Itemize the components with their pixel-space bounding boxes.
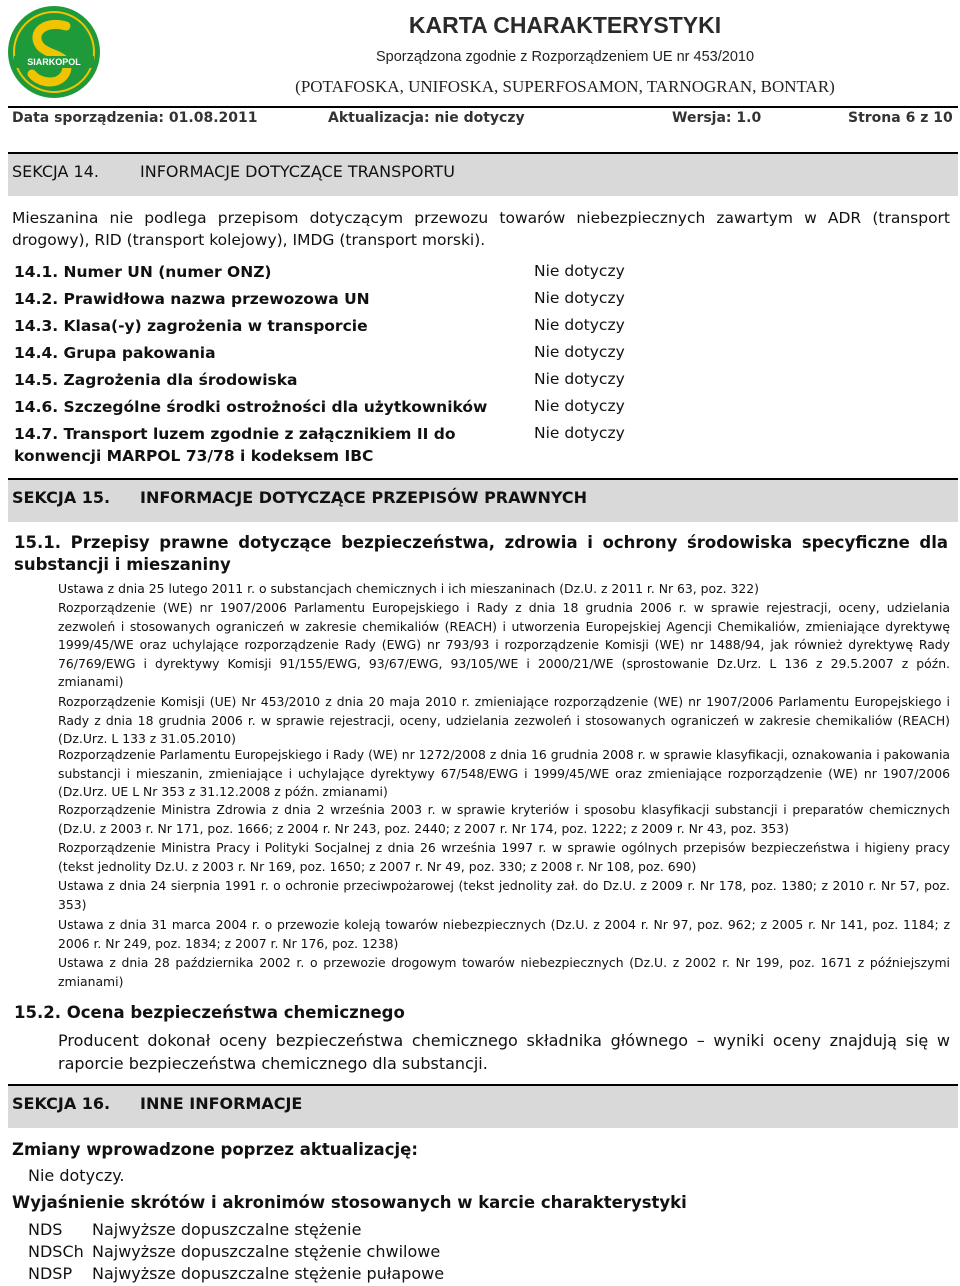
law-item: Ustawa z dnia 28 października 2002 r. o przewozie drogowym towarów niebezpiecznych (Dz.U. z 2002 r. Nr 199, poz. 1671 z późniejszymi zmianami): [58, 955, 950, 989]
transport-item-value: Nie dotyczy: [534, 343, 625, 361]
law-item: Rozporządzenie Komisji (UE) Nr 453/2010 z dnia 20 maja 2010 r. zmieniające rozporządzenie (WE) nr 1907/2006 Parlamentu Europejskiego i Rady z dnia 18 grudnia 2006 r. w sprawie rejestracji, oceny, udzielania zezwoleń i stosowanych ograniczeń w zakresie chemikaliów (REACH) (Dz.Urz. L 133 z 31.05.2010): [58, 694, 950, 746]
abbreviation-description: Najwyższe dopuszczalne stężenie chwilowe: [92, 1242, 441, 1261]
changes-text: Nie dotyczy.: [28, 1166, 125, 1185]
header-rule: [8, 106, 958, 108]
transport-item-label: 14.2. Prawidłowa nazwa przewozowa UN: [14, 290, 370, 308]
section-15-number: SEKCJA 15.: [12, 488, 111, 507]
abbreviations-heading: Wyjaśnienie skrótów i akronimów stosowanych w karcie charakterystyki: [12, 1193, 687, 1212]
section-14-header: [8, 152, 958, 196]
subsection-15-2-title: 15.2. Ocena bezpieczeństwa chemicznego: [14, 1003, 405, 1022]
transport-item-value: Nie dotyczy: [534, 262, 625, 280]
chemical-safety-assessment-text: Producent dokonał oceny bezpieczeństwa chemicznego składnika głównego – wyniki oceny znajdują się w raporcie bezpieczeństwa chemicznego dla substancji.: [58, 1031, 950, 1073]
creation-date: Data sporządzenia: 01.08.2011: [12, 110, 258, 126]
transport-item-value: Nie dotyczy: [534, 370, 625, 388]
law-item: Rozporządzenie (WE) nr 1907/2006 Parlamentu Europejskiego i Rady z dnia 18 grudnia 2006 r. w sprawie rejestracji, oceny, udzielania zezwoleń i stosowanych ograniczeń w zakresie chemikaliów (REACH) i utworzenia Europejskiej Agencji Chemikaliów, zmieniające dyrektywę 1999/45/WE oraz uchylające rozporządzenie Rady (EWG) nr 793/93 i rozporządzenie Komisji (WE) nr 1488/94, jak również dyrektywę Rady 76/769/EWG i dyrektywy Komisji 91/155/EWG, 93/67/EWG, 93/105/WE i 2000/21/WE (sprostowanie Dz.Urz. L 136 z 29.5.2007 z późn. zmianami): [58, 600, 950, 689]
law-item: Ustawa z dnia 25 lutego 2011 r. o substancjach chemicznych i ich mieszaninach (Dz.U. z 2011 r. Nr 63, poz. 322): [58, 581, 759, 596]
law-item: Ustawa z dnia 31 marca 2004 r. o przewozie koleją towarów niebezpiecznych (Dz.U. z 2004 r. Nr 97, poz. 962; z 2005 r. Nr 141, poz. 1184; z 2006 r. Nr 249, poz. 1834; z 2007 r. Nr 176, poz. 1238): [58, 917, 950, 951]
law-item: Ustawa z dnia 24 sierpnia 1991 r. o ochronie przeciwpożarowej (tekst jednolity zał. do Dz.U. z 2009 r. Nr 178, poz. 1380; z 2010 r. Nr 57, poz. 353): [58, 878, 950, 912]
transport-item-value: Nie dotyczy: [534, 289, 625, 307]
subsection-15-1-title: 15.1. Przepisy prawne dotyczące bezpieczeństwa, zdrowia i ochrony środowiska specyficzne dla substancji i mieszaniny: [14, 533, 948, 574]
abbreviation-description: Najwyższe dopuszczalne stężenie pułapowe: [92, 1264, 445, 1283]
transport-item-label: 14.4. Grupa pakowania: [14, 344, 216, 362]
abbreviation-code: NDS: [28, 1220, 63, 1239]
product-list: (POTAFOSKA, UNIFOSKA, SUPERFOSAMON, TARNOGRAN, BONTAR): [295, 77, 835, 96]
update-info: Aktualizacja: nie dotyczy: [328, 110, 525, 126]
transport-item-value: Nie dotyczy: [534, 316, 625, 334]
section-16-title: INNE INFORMACJE: [140, 1094, 303, 1113]
changes-heading: Zmiany wprowadzone poprzez aktualizację:: [12, 1140, 418, 1159]
law-item: Rozporządzenie Ministra Zdrowia z dnia 2 września 2003 r. w sprawie kryteriów i sposobu klasyfikacji substancji i preparatów chemicznych (Dz.U. z 2003 r. Nr 171, poz. 1666; z 2004 r. Nr 243, poz. 2440; z 2007 r. Nr 174, poz. 1222; z 2009 r. Nr 43, poz. 353): [58, 802, 950, 836]
document-header: [0, 0, 960, 108]
abbreviation-description: Najwyższe dopuszczalne stężenie: [92, 1220, 362, 1239]
section-16-header: [8, 1084, 958, 1128]
version-info: Wersja: 1.0: [672, 110, 762, 126]
transport-intro: Mieszanina nie podlega przepisom dotyczącym przewozu towarów niebezpiecznych zawartym w ADR (transport drogowy), RID (transport kolejowy), IMDG (transport morski).: [12, 209, 950, 249]
siarkopol-logo: [6, 4, 102, 100]
abbreviation-code: NDSP: [28, 1264, 73, 1283]
transport-item-value: Nie dotyczy: [534, 424, 625, 442]
section-16-number: SEKCJA 16.: [12, 1094, 111, 1113]
section-14-title: INFORMACJE DOTYCZĄCE TRANSPORTU: [140, 162, 455, 181]
transport-item-label: 14.7. Transport luzem zgodnie z załącznikiem II do konwencji MARPOL 73/78 i kodeksem IBC: [14, 425, 456, 465]
document-subtitle: Sporządzona zgodnie z Rozporządzeniem UE nr 453/2010: [375, 49, 755, 65]
page-number: Strona 6 z 10: [848, 110, 953, 126]
logo-text: SIARKOPOL: [27, 57, 81, 67]
transport-item-label: 14.6. Szczególne środki ostrożności dla użytkowników: [14, 398, 488, 416]
section-15-header: [8, 478, 958, 522]
abbreviation-code: NDSCh: [28, 1242, 84, 1261]
law-item: Rozporządzenie Ministra Pracy i Polityki Socjalnej z dnia 26 września 1997 r. w sprawie ogólnych przepisów bezpieczeństwa i higieny pracy (tekst jednolity Dz.U. z 2003 r. Nr 169, poz. 1650; z 2007 r. Nr 49, poz. 330; z 2008 r. Nr 108, poz. 690): [58, 840, 950, 874]
section-15-title: INFORMACJE DOTYCZĄCE PRZEPISÓW PRAWNYCH: [140, 488, 587, 507]
section-14-number: SEKCJA 14.: [12, 162, 99, 181]
transport-item-value: Nie dotyczy: [534, 397, 625, 415]
document-title: KARTA CHARAKTERYSTYKI: [408, 12, 722, 38]
law-item: Rozporządzenie Parlamentu Europejskiego i Rady (WE) nr 1272/2008 z dnia 16 grudnia 2008 r. w sprawie klasyfikacji, oznakowania i pakowania substancji i mieszanin, zmieniające i uchylające dyrektywy 67/548/EWG i 1999/45/WE oraz zmieniające rozporządzenie (WE) nr 1907/2006 (Dz.Urz. UE L Nr 353 z 31.12.2008 z późn. zmianami): [58, 747, 950, 799]
transport-item-label: 14.5. Zagrożenia dla środowiska: [14, 371, 298, 389]
transport-item-label: 14.1. Numer UN (numer ONZ): [14, 263, 272, 281]
transport-item-label: 14.3. Klasa(-y) zagrożenia w transporcie: [14, 317, 368, 335]
